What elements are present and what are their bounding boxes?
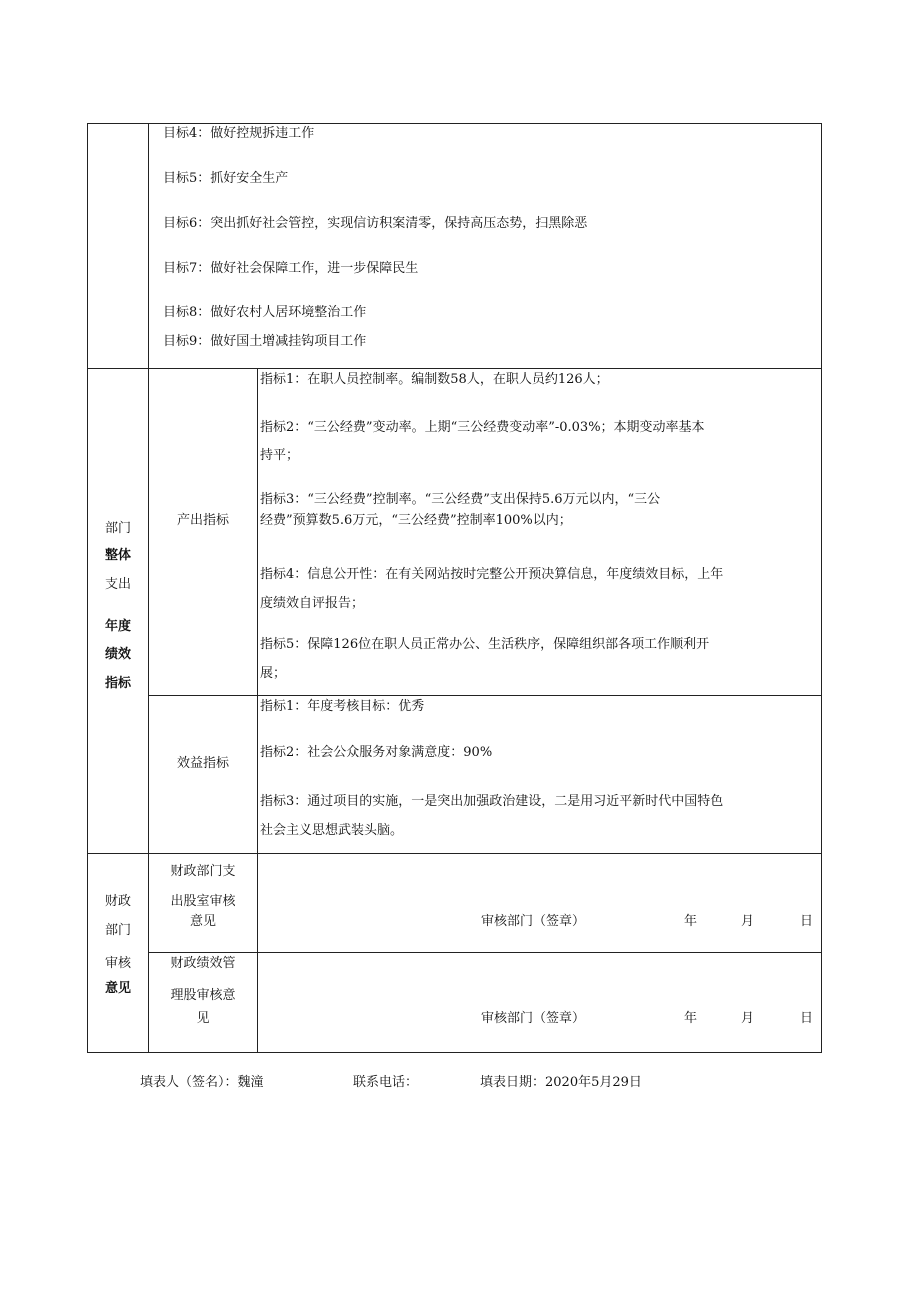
finance-row1-month: 月	[741, 914, 755, 929]
benefit-line-3: 指标3：通过项目的实施，一是突出加强政治建设，二是用习近平新时代中国特色	[260, 794, 724, 809]
goal-7: 目标7：做好社会保障工作，进一步保障民生	[163, 261, 419, 276]
dept-label-3: 支出	[104, 577, 131, 592]
output-line-7: 度绩效自评报告；	[260, 596, 365, 611]
finance-row1-label-1: 财政部门支	[170, 864, 236, 879]
output-line-5: 经费”预算数5.6万元，“三公经费”控制率100%以内；	[260, 513, 572, 528]
finance-row2-label-2: 理股审核意	[170, 988, 236, 1003]
table-border-top	[87, 123, 822, 124]
benefit-label: 效益指标	[176, 756, 229, 771]
goal-4: 目标4：做好控规拆违工作	[163, 126, 315, 141]
output-label: 产出指标	[176, 513, 229, 528]
table-border-right	[821, 123, 822, 1053]
goal-8: 目标8：做好农村人居环境整治工作	[163, 305, 367, 320]
finance-row1-sign: 审核部门（签章）	[481, 914, 586, 929]
goal-9: 目标9：做好国土增减挂钩项目工作	[163, 334, 367, 349]
dept-label-1: 部门	[104, 521, 131, 536]
output-line-3: 持平；	[260, 448, 300, 463]
benefit-line-4: 社会主义思想武装头脑。	[260, 823, 404, 838]
finance-label-2: 部门	[104, 923, 131, 938]
finance-label-3: 审核	[104, 956, 131, 971]
benefit-line-2: 指标2：社会公众服务对象满意度：90%	[260, 745, 493, 760]
finance-label-4: 意见	[104, 981, 131, 996]
dept-finance-line	[87, 853, 822, 854]
finance-row2-sign: 审核部门（签章）	[481, 1011, 586, 1026]
output-line-2: 指标2：“三公经费”变动率。上期“三公经费变动率”-0.03%；本期变动率基本	[260, 420, 705, 435]
finance-row1-label-2: 出股室审核	[170, 894, 236, 909]
goals-divider	[148, 123, 149, 368]
output-line-1: 指标1：在职人员控制率。编制数58人，在职人员约126人；	[260, 372, 609, 387]
finance-row2-day: 日	[800, 1011, 814, 1026]
output-line-6: 指标4：信息公开性：在有关网站按时完整公开预决算信息，年度绩效目标，上年	[260, 567, 724, 582]
table-border-bottom	[87, 1052, 822, 1053]
goal-5: 目标5：抓好安全生产	[163, 171, 289, 186]
finance-row1-day: 日	[800, 914, 814, 929]
finance-row1-label-3: 意见	[189, 914, 216, 929]
finance-row2-month: 月	[741, 1011, 755, 1026]
output-line-9: 展；	[260, 666, 287, 681]
finance-row2-label-3: 见	[196, 1011, 210, 1026]
goals-bottom-line	[87, 368, 822, 369]
output-line-8: 指标5：保障126位在职人员正常办公、生活秩序，保障组织部各项工作顺利开	[260, 637, 710, 652]
footer-date: 填表日期：2020年5月29日	[480, 1075, 642, 1090]
finance-row2-year: 年	[684, 1011, 698, 1026]
finance-row2-label-1: 财政绩效管	[170, 956, 236, 971]
footer-filler: 填表人（签名）：魏潼	[140, 1075, 264, 1090]
benefit-line-1: 指标1：年度考核目标：优秀	[260, 699, 425, 714]
goal-6: 目标6：突出抓好社会管控，实现信访积案清零，保持高压态势，扫黑除恶	[163, 216, 588, 231]
subcategory-divider	[148, 368, 149, 1053]
dept-label-5: 绩效	[104, 647, 131, 662]
output-benefit-line	[148, 695, 822, 696]
dept-label-2: 整体	[104, 548, 131, 563]
dept-label-4: 年度	[104, 619, 131, 634]
output-line-4: 指标3：“三公经费”控制率。“三公经费”支出保持5.6万元以内，“三公	[260, 492, 661, 507]
dept-label-6: 指标	[104, 676, 131, 691]
finance-row-line	[148, 952, 822, 953]
content-divider	[257, 368, 258, 1053]
finance-row1-year: 年	[684, 914, 698, 929]
footer-phone: 联系电话：	[353, 1075, 419, 1090]
finance-label-1: 财政	[104, 894, 131, 909]
